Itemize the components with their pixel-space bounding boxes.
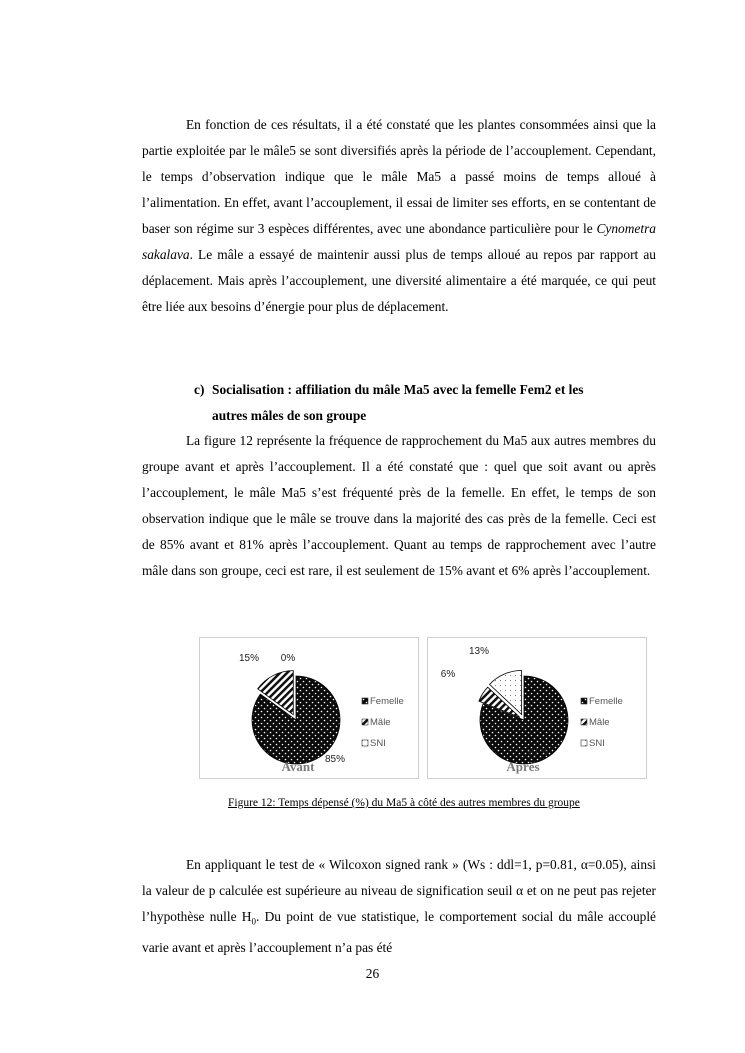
section-heading — [194, 377, 656, 429]
legend-swatch — [362, 740, 368, 746]
legend-label: Femelle — [589, 696, 623, 707]
data-label: 81% — [527, 747, 549, 758]
legend-swatch — [362, 698, 368, 704]
pie-chart-avant — [199, 637, 419, 779]
legend-label: Mâle — [589, 717, 610, 728]
paragraph-text: En appliquant le test de « Wilcoxon signed rank » (Ws : ddl=1, p=0.81, α=0.05), ainsi la valeur de p calculée est supérieure au niveau de signification seuil α et on ne peut pas rejeter l’hypothèse nulle H — [142, 857, 656, 924]
legend-swatch — [581, 740, 587, 746]
pie-slice-femelle — [480, 676, 568, 764]
subscript-zero: 0 — [251, 916, 256, 927]
data-label: 0% — [280, 653, 296, 664]
data-label: 13% — [468, 646, 490, 657]
heading-line-1: Socialisation : affiliation du mâle Ma5 avec la femelle Fem2 et les — [212, 382, 584, 397]
legend-swatch — [581, 719, 587, 725]
paragraph-socialisation — [142, 428, 656, 584]
data-label: 15% — [238, 653, 260, 664]
legend-label: SNI — [370, 738, 386, 749]
legend-swatch — [581, 698, 587, 704]
legend-swatch — [362, 719, 368, 725]
species-name: Cynometra sakalava — [142, 221, 656, 262]
paragraph-wilcoxon — [142, 852, 656, 961]
data-label: 6% — [440, 669, 456, 680]
legend-label: SNI — [589, 738, 605, 749]
paragraph-text-end: . Le mâle a essayé de maintenir aussi plus de temps alloué au repos par rapport au déplacement. Mais après l’accouplement, une diversité alimentaire a été marquée, ce qui peut être liée aux besoins d’énergie pour plus de déplacement. — [142, 247, 656, 314]
page-number: 26 — [365, 966, 380, 981]
legend-label: Femelle — [370, 696, 404, 707]
legend-label: Mâle — [370, 717, 391, 728]
paragraph-text-end: . Du point de vue statistique, le comportement social du mâle accouplé varie avant et après l’accouplement n’a pas été — [142, 909, 657, 955]
pie-chart-apres — [427, 637, 647, 779]
heading-label: c) — [194, 382, 205, 397]
paragraph-text: La figure 12 représente la fréquence de rapprochement du Ma5 aux autres membres du groupe avant et après l’accouplement. Il a été constaté que : quel que soit avant ou après l’accouplement, le mâle Ma5 s’est fréquenté près de la femelle. En effet, le temps de son observation indique que le mâle se trouve dans la majorité des cas près de la femelle. Ceci est de 85% avant et 81% après l’accouplement. Quant au temps de rapprochement avec l’autre mâle dans son groupe, ceci est rare, il est seulement de 15% avant et 6% après l’accouplement. — [142, 433, 656, 578]
paragraph-feeding-diversity — [142, 112, 656, 320]
data-label: 85% — [324, 754, 346, 765]
chart-title: Après — [506, 759, 540, 774]
pie-svg — [200, 638, 418, 778]
figure-caption: Figure 12: Temps dépensé (%) du Ma5 à côté des autres membres du groupe — [228, 797, 580, 809]
chart-title: Avant — [281, 759, 315, 774]
heading-line-2: autres mâles de son groupe — [212, 408, 367, 423]
pie-svg — [428, 638, 646, 778]
paragraph-text: En fonction de ces résultats, il a été constaté que les plantes consommées ainsi que la partie exploitée par le mâle5 se sont diversifiés après la période de l’accouplement. Cependant, le temps d’observation indique que le mâle Ma5 a passé moins de temps alloué à l’alimentation. En effet, avant l’accouplement, il essai de limiter ses efforts, en se contentant de baser son régime sur 3 espèces différentes, avec une abondance particulière pour le — [142, 117, 656, 236]
